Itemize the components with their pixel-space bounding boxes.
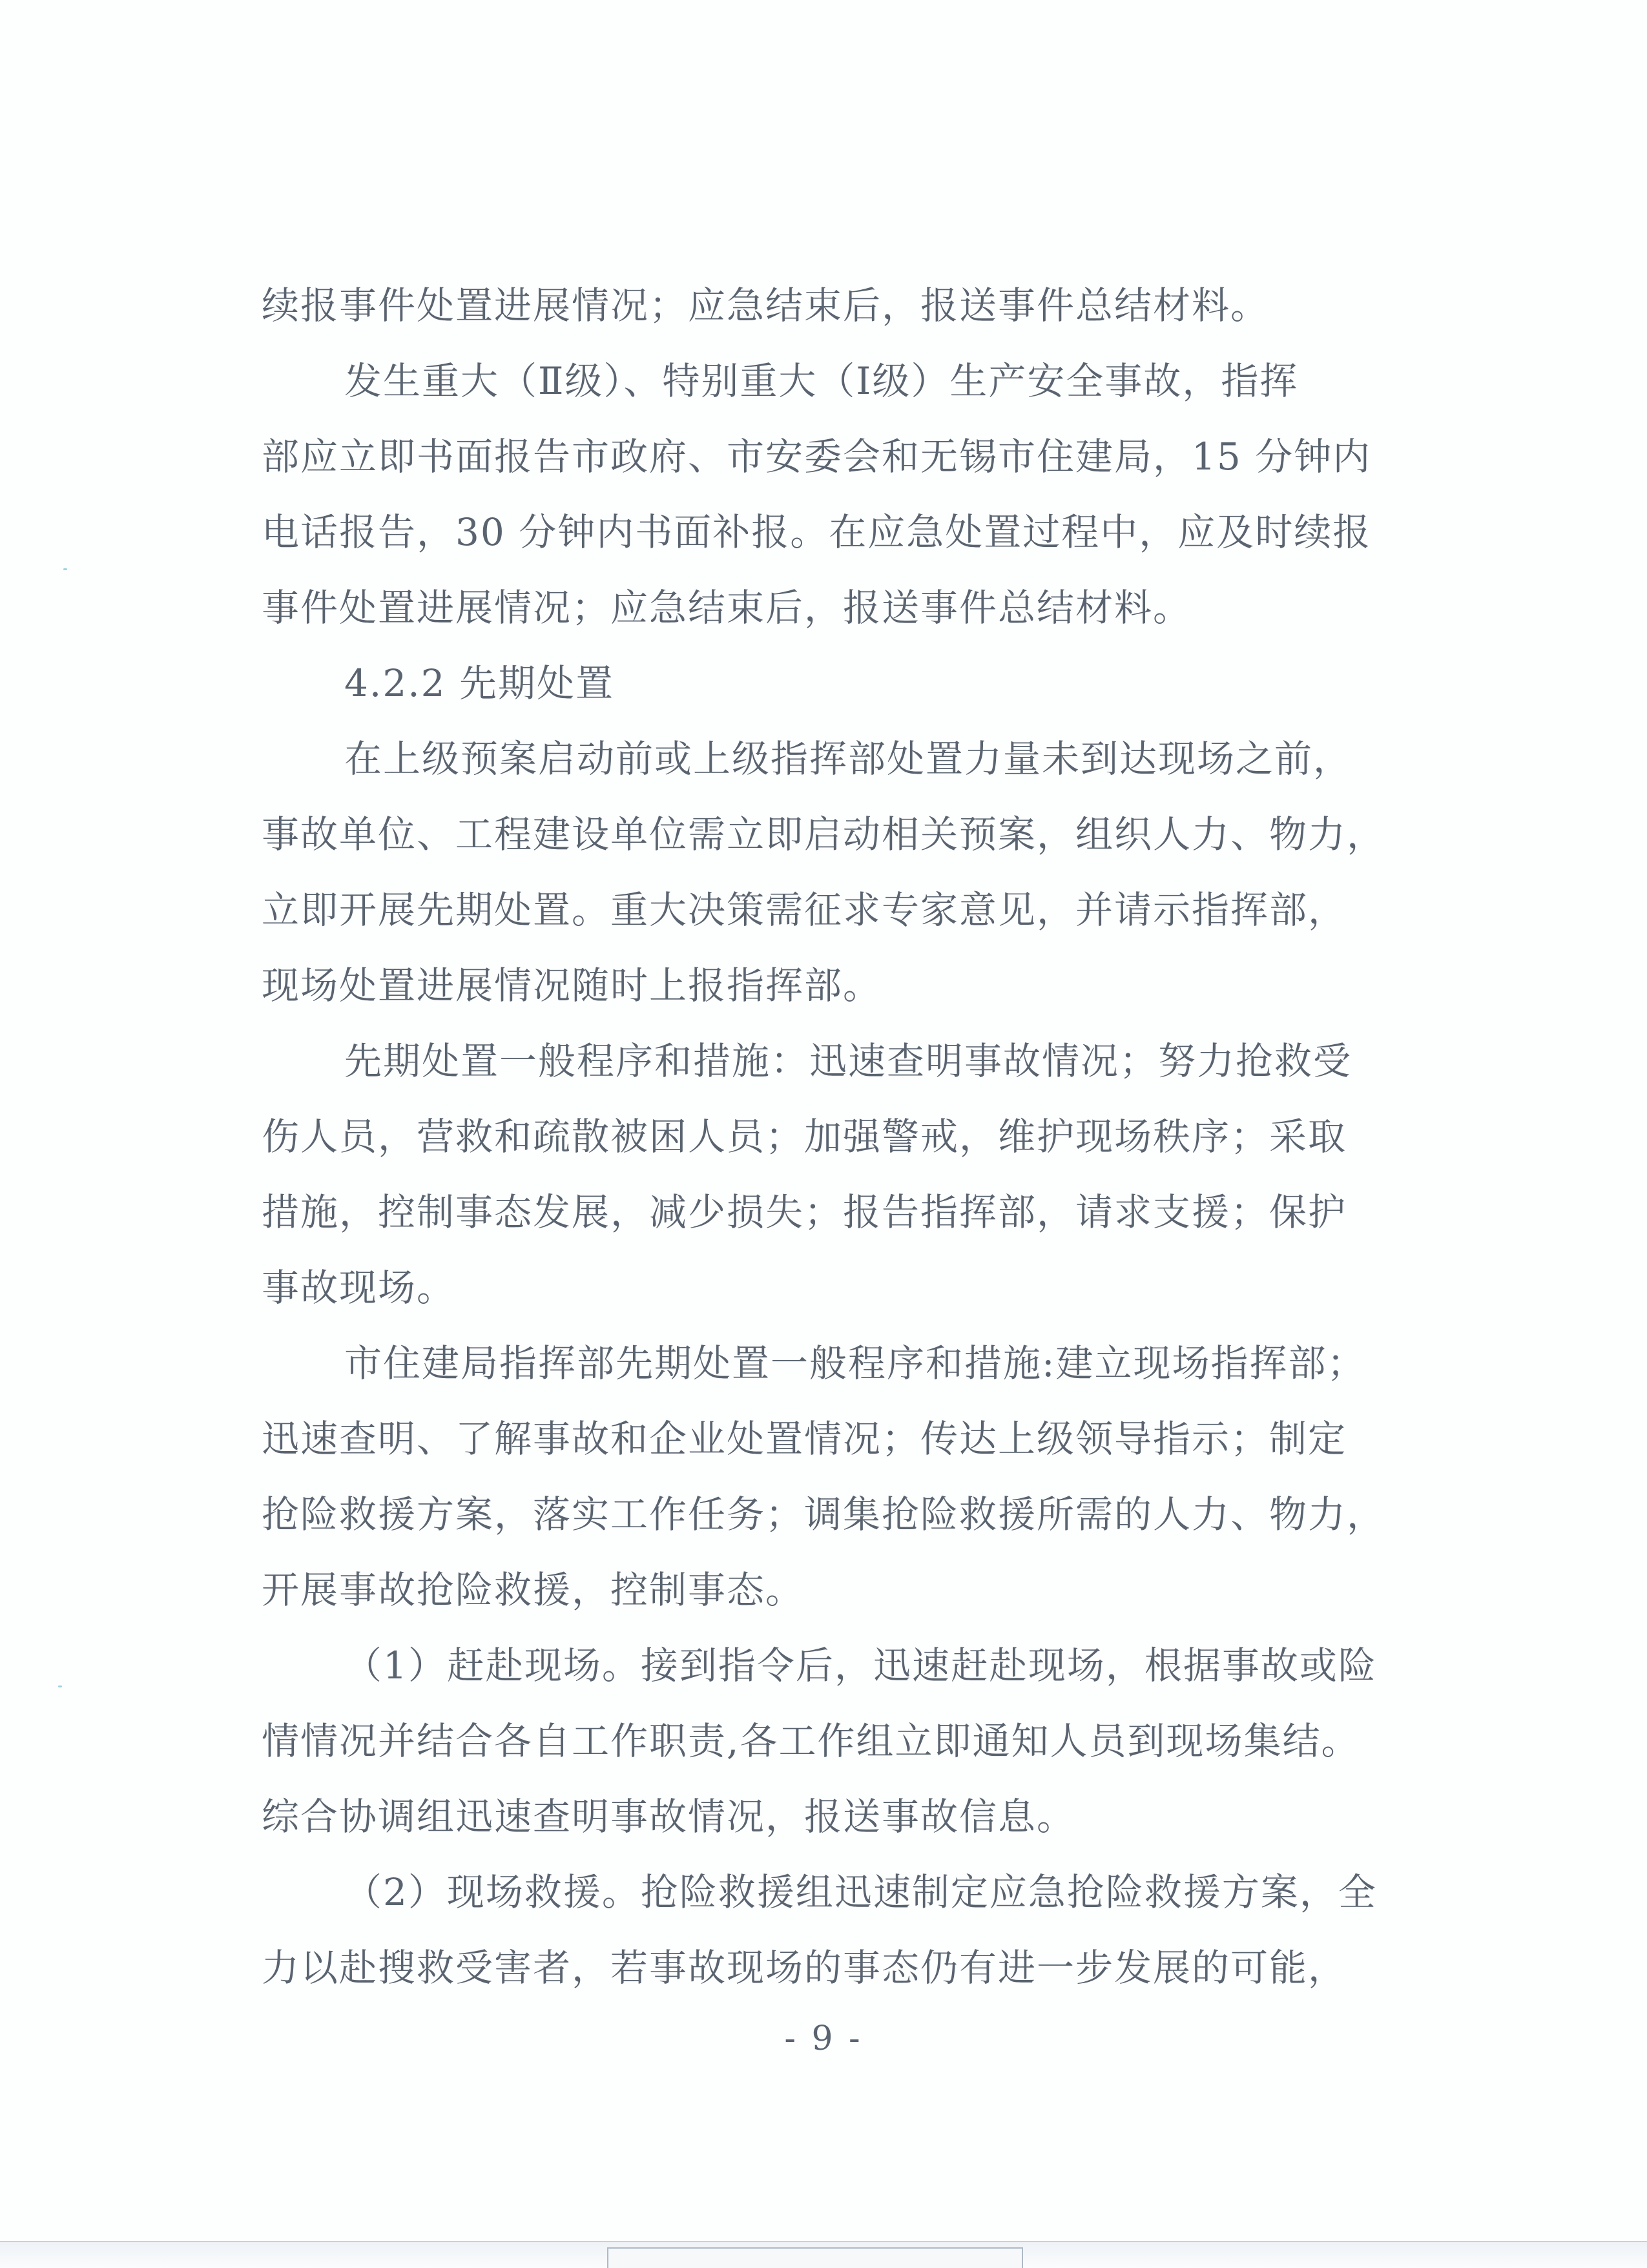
text-line: 综合协调组迅速查明事故情况，报送事故信息。 — [262, 1795, 1076, 1839]
text-line: 先期处置一般程序和措施：迅速查明事故情况；努力抢救受 — [344, 1039, 1352, 1083]
scan-bottom-tab — [607, 2247, 1023, 2268]
text-line: 现场处置进展情况随时上报指挥部。 — [262, 964, 882, 1007]
text-line: 迅速查明、了解事故和企业处置情况；传达上级领导指示；制定 — [262, 1417, 1347, 1461]
text-line: 在上级预案启动前或上级指挥部处置力量未到达现场之前， — [344, 737, 1352, 781]
page-number: - 9 - — [784, 2019, 863, 2058]
text-line: 续报事件处置进展情况；应急结束后，报送事件总结材料。 — [262, 284, 1270, 327]
text-line: 发生重大（Ⅱ级）、特别重大（Ⅰ级）生产安全事故，指挥 — [344, 359, 1299, 403]
text-line: 市住建局指挥部先期处置一般程序和措施:建立现场指挥部； — [344, 1341, 1366, 1385]
section-heading: 4.2.2 先期处置 — [344, 661, 615, 705]
scan-speck — [58, 1686, 62, 1687]
text-line: 事故现场。 — [262, 1266, 456, 1310]
text-line: 部应立即书面报告市政府、市安委会和无锡市住建局，15 分钟内 — [262, 435, 1372, 479]
text-line: 开展事故抢险救援，控制事态。 — [262, 1568, 805, 1612]
text-line: 抢险救援方案，落实工作任务；调集抢险救援所需的人力、物力， — [262, 1492, 1386, 1536]
text-line: 情情况并结合各自工作职责,各工作组立即通知人员到现场集结。 — [262, 1719, 1360, 1763]
text-line: 伤人员，营救和疏散被困人员；加强警戒，维护现场秩序；采取 — [262, 1115, 1347, 1159]
text-line: 立即开展先期处置。重大决策需征求专家意见，并请示指挥部， — [262, 888, 1347, 932]
text-line: 措施，控制事态发展，减少损失；报告指挥部，请求支援；保护 — [262, 1190, 1347, 1234]
scan-speck — [63, 568, 67, 570]
text-line: 事故单位、工程建设单位需立即启动相关预案，组织人力、物力， — [262, 812, 1386, 856]
text-line: 电话报告，30 分钟内书面补报。在应急处置过程中，应及时续报 — [262, 510, 1372, 554]
text-line: 事件处置进展情况；应急结束后，报送事件总结材料。 — [262, 586, 1192, 630]
body-text — [262, 268, 1405, 2006]
text-line: 力以赴搜救受害者，若事故现场的事态仍有进一步发展的可能， — [262, 1946, 1347, 1990]
text-line: （1）赶赴现场。接到指令后，迅速赶赴现场，根据事故或险 — [344, 1644, 1377, 1687]
text-line: （2）现场救援。抢险救援组迅速制定应急抢险救援方案，全 — [344, 1870, 1377, 1914]
